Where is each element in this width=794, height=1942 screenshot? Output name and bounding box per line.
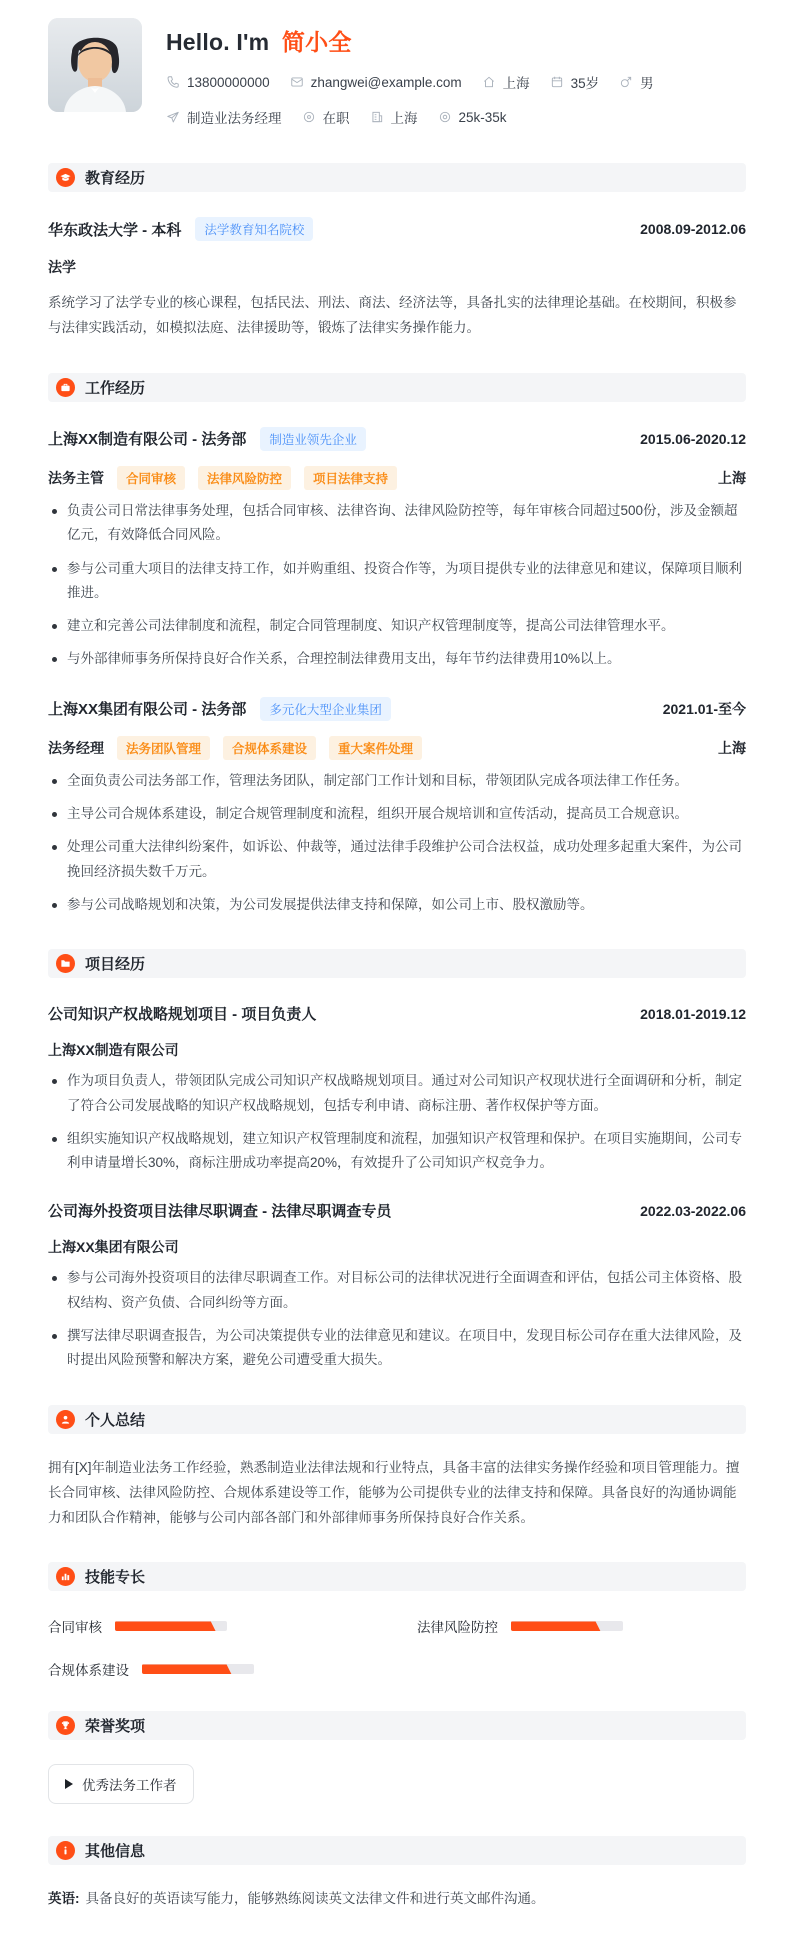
school-name: 华东政法大学 - 本科: [48, 221, 182, 239]
company-name: 上海XX制造有限公司 - 法务部: [48, 431, 247, 449]
job-bullet: 参与公司战略规划和决策，为公司发展提供法律支持和保障，如公司上市、股权激励等。: [48, 893, 746, 917]
language-line: [48, 1887, 746, 1911]
gender-item: [619, 72, 654, 92]
awards-list: [48, 1740, 746, 1804]
skill-progress-fill: [511, 1621, 601, 1631]
status-item: [302, 107, 350, 127]
skill-progress-track: [142, 1664, 254, 1674]
skill-item: [48, 1659, 377, 1679]
project-entry-head: [48, 1200, 746, 1221]
skill-progress-fill: [115, 1621, 216, 1631]
company-badge: 多元化大型企业集团: [260, 697, 391, 721]
email-icon: [290, 75, 304, 89]
job-date: 2015.06-2020.12: [640, 430, 746, 447]
project-title: 公司知识产权战略规划项目 - 项目负责人: [48, 1006, 317, 1024]
section-title-work: 工作经历: [85, 379, 146, 397]
project-company: 上海XX制造有限公司: [48, 1042, 179, 1059]
resume-header: [48, 18, 746, 127]
section-header-work: [48, 373, 746, 402]
skill-tag: 法务团队管理: [117, 736, 210, 760]
job-bullet-list: [48, 769, 746, 917]
contact-row-2: [166, 107, 746, 127]
section-title-projects: 项目经历: [85, 956, 146, 974]
skill-tag: 合同审核: [117, 466, 185, 490]
play-triangle-icon: [65, 1779, 73, 1789]
status-value: 在职: [322, 111, 350, 126]
avatar: [48, 18, 142, 112]
award-label: 优秀法务工作者: [82, 1778, 177, 1794]
section-header-other: [48, 1836, 746, 1865]
job-bullet: 主导公司合规体系建设，制定合规管理制度和流程，组织开展合规培训和宣传活动，提高员工合规意识。: [48, 802, 746, 826]
position-title: 法务经理: [48, 739, 104, 756]
language-label: 英语:: [48, 1891, 80, 1907]
company-name: 上海XX集团有限公司 - 法务部: [48, 701, 247, 719]
salary-icon: [438, 110, 452, 124]
contact-row-1: [166, 72, 746, 92]
company-badge: 制造业领先企业: [260, 427, 366, 451]
skill-item: [417, 1616, 746, 1636]
graduation-cap-icon: [56, 168, 75, 187]
phone-icon: [166, 75, 180, 89]
section-title-education: 教育经历: [85, 170, 146, 187]
project-bullet: 组织实施知识产权战略规划，建立知识产权管理制度和流程，加强知识产权管理和保护。在项目实施期间，公司专利申请量增长30%，商标注册成功率提高20%，有效提升了公司知识产权竞争力。: [48, 1127, 746, 1176]
skill-progress-track: [511, 1621, 623, 1631]
job-bullet: 参与公司重大项目的法律支持工作，如并购重组、投资合作等，为项目提供专业的法律意见和建议，保障项目顺利推进。: [48, 557, 746, 606]
school-badge: 法学教育知名院校: [195, 217, 313, 241]
skill-name: 合规体系建设: [48, 1663, 129, 1679]
project-entry-head: [48, 1003, 746, 1024]
age-value: 35岁: [570, 76, 600, 91]
skill-tag: 项目法律支持: [304, 466, 397, 490]
work-city-value: 上海: [390, 111, 418, 126]
skill-tag: 重大案件处理: [329, 736, 422, 760]
page-title: [166, 24, 746, 57]
education-description: 系统学习了法学专业的核心课程，包括民法、刑法、商法、经济法等，具备扎实的法律理论基础。在校期间，积极参与法律实践活动，如模拟法庭、法律援助等，锻炼了法律实务操作能力。: [48, 295, 737, 335]
skill-name: 法律风险防控: [417, 1620, 498, 1636]
project-bullet-list: [48, 1266, 746, 1372]
job-bullet-list: [48, 499, 746, 672]
job-entry-head: [48, 697, 746, 721]
skills-grid: [48, 1616, 746, 1679]
bar-chart-icon: [56, 1567, 75, 1586]
work-city-item: [370, 107, 418, 127]
briefcase-icon: [56, 378, 75, 397]
header-info: [166, 18, 746, 127]
project-bullet: 作为项目负责人，带领团队完成公司知识产权战略规划项目。通过对公司知识产权现状进行全面调研和分析，制定了符合公司发展战略的知识产权战略规划，包括专利申请、商标注册、著作权保护等方面。: [48, 1069, 746, 1118]
info-icon: [56, 1841, 75, 1860]
job-bullet: 处理公司重大法律纠纷案件，如诉讼、仲裁等，通过法律手段维护公司合法权益，成功处理多起重大案件，为公司挽回经济损失数千万元。: [48, 835, 746, 884]
section-header-awards: [48, 1711, 746, 1740]
age-icon: [550, 75, 564, 89]
phone-value: 13800000000: [187, 74, 270, 90]
gender-icon: [619, 75, 633, 89]
city-icon: [370, 110, 384, 124]
skill-tag: 法律风险防控: [198, 466, 291, 490]
section-title-awards: 荣誉奖项: [85, 1718, 146, 1736]
project-date: 2018.01-2019.12: [640, 1005, 746, 1022]
project-bullet-list: [48, 1069, 746, 1175]
skill-tag: 合规体系建设: [223, 736, 316, 760]
section-title-other: 其他信息: [85, 1843, 146, 1861]
education-entry-head: [48, 217, 746, 241]
status-icon: [302, 110, 316, 124]
phone-item: [166, 75, 270, 90]
education-date: 2008.09-2012.06: [640, 221, 746, 237]
home-icon: [482, 75, 496, 89]
skill-name: 合同审核: [48, 1620, 102, 1636]
job-location: 上海: [718, 469, 746, 486]
job-position-line: [48, 736, 746, 760]
skill-item: [48, 1616, 377, 1636]
job-date: 2021.01-至今: [662, 700, 746, 717]
section-header-education: [48, 163, 746, 192]
age-item: [550, 72, 600, 92]
major-name: 法学: [48, 259, 76, 275]
project-bullet: 撰写法律尽职调查报告，为公司决策提供专业的法律意见和建议。在项目中，发现目标公司存在重大法律风险，及时提出风险预警和解决方案，避免公司遭受重大损失。: [48, 1324, 746, 1373]
skill-progress-fill: [142, 1664, 232, 1674]
project-title: 公司海外投资项目法律尽职调查 - 法律尽职调查专员: [48, 1203, 392, 1221]
job-bullet: 建立和完善公司法律制度和流程，制定合同管理制度、知识产权管理制度等，提高公司法律管理水平。: [48, 614, 746, 638]
language-text: 具备良好的英语读写能力，能够熟练阅读英文法律文件和进行英文邮件沟通。: [85, 1891, 545, 1907]
salary-value: 25k-35k: [458, 109, 507, 125]
job-entry-head: [48, 427, 746, 451]
job-position-line: [48, 466, 746, 490]
project-company: 上海XX集团有限公司: [48, 1239, 179, 1256]
job-location: 上海: [718, 739, 746, 756]
section-header-summary: [48, 1405, 746, 1434]
job-bullet: 与外部律师事务所保持良好合作关系，合理控制法律费用支出，每年节约法律费用10%以上。: [48, 647, 746, 671]
folder-icon: [56, 954, 75, 973]
position-icon: [166, 110, 180, 124]
section-header-projects: [48, 949, 746, 978]
skill-progress-track: [115, 1621, 227, 1631]
section-title-summary: 个人总结: [85, 1411, 146, 1429]
trophy-icon: [56, 1716, 75, 1735]
award-chip[interactable]: [48, 1764, 194, 1804]
user-icon: [56, 1410, 75, 1429]
position-item: [166, 107, 282, 127]
job-bullet: 全面负责公司法务部工作，管理法务团队，制定部门工作计划和目标，带领团队完成各项法律工作任务。: [48, 769, 746, 793]
home-city-value: 上海: [502, 76, 530, 91]
project-date: 2022.03-2022.06: [640, 1202, 746, 1219]
candidate-name: 简小全: [281, 29, 352, 55]
email-item: [290, 75, 462, 90]
salary-item: [438, 110, 507, 125]
position-title: 法务主管: [48, 469, 104, 486]
email-value: zhangwei@example.com: [310, 74, 462, 90]
project-bullet: 参与公司海外投资项目的法律尽职调查工作。对目标公司的法律状况进行全面调查和评估，包括公司主体资格、股权结构、资产负债、合同纠纷等方面。: [48, 1266, 746, 1315]
greeting-text: Hello. I'm: [166, 29, 270, 55]
job-bullet: 负责公司日常法律事务处理，包括合同审核、法律咨询、法律风险防控等，每年审核合同超过500份，涉及金额超亿元，有效降低合同风险。: [48, 499, 746, 548]
section-title-skills: 技能专长: [85, 1569, 146, 1587]
position-value: 制造业法务经理: [187, 111, 282, 126]
summary-text: 拥有[X]年制造业法务工作经验，熟悉制造业法律法规和行业特点，具备丰富的法律实务操作经验和项目管理能力。擅长合同审核、法律风险防控、合规体系建设等工作，能够为公司提供专业的法律支持和保障。具备良好的沟通协调能力和团队合作精神，能够与公司内部各部门和外部律师事务所保持良好合作关系。: [48, 1459, 740, 1525]
section-header-skills: [48, 1562, 746, 1591]
gender-value: 男: [640, 76, 654, 91]
home-city-item: [482, 72, 530, 92]
